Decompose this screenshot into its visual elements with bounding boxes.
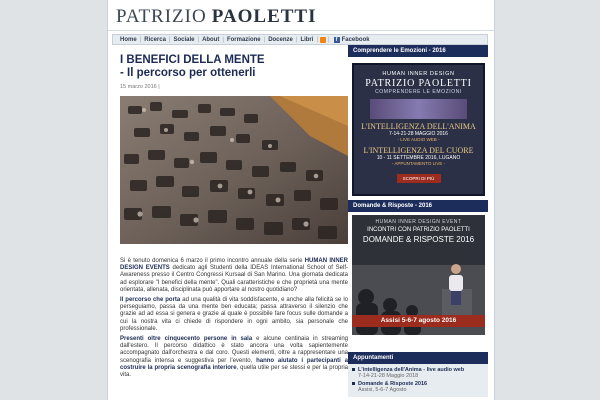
nav-home[interactable]: Home [120,36,137,43]
sidebar-heading-emozioni: Comprendere le Emozioni - 2016 [348,45,488,57]
sidebar [348,45,488,393]
bullet-icon [352,382,355,385]
facebook-icon[interactable]: f [334,37,340,43]
nav-ricerca[interactable]: Ricerca [144,36,166,43]
sidebar-heading-appuntamenti: Appuntamenti [348,352,488,364]
nav-sociale[interactable]: Sociale [173,36,195,43]
ad-comprendere-emozioni[interactable]: HUMAN INNER DESIGN PATRIZIO PAOLETTI COMPRENDERE LE EMOZIONI L'INTELLIGENZA DELL'ANIMA 7-14-21-28 MAGGIO 2016 - LIVE AUDIO WEB - L'INTELLIGENZA DEL CUORE 10 - 11 SETTEMBRE 2016, LUGANO - APPUNTAMENTO LIVE - SCOPRI DI PIÙ [352,63,485,196]
nav-formazione[interactable]: Formazione [226,36,261,43]
post-title-line1: I BENEFICI DELLA MENTE [120,54,265,66]
appointments-list: L'intelligenza dell'Anima - live audio web 7-14-21-28 Maggio 2018 Domande & Risposte 2016 Assisi, 5-6-7 Agosto [348,364,488,397]
sidebar-heading-domande: Domande & Risposte - 2016 [348,200,488,212]
bullet-icon [352,368,355,371]
post-header [120,54,350,90]
rss-icon[interactable] [320,37,326,43]
ad-domande-risposte[interactable]: HUMAN INNER DESIGN EVENT INCONTRI CON PATRIZIO PAOLETTI DOMANDE & RISPOSTE 2016 Assisi 5-6-7 agosto 2016 [352,215,485,335]
post-photo [120,96,348,244]
appointments-box [348,352,488,397]
ad-banner-gradient [370,99,467,119]
logo-first-name: PATRIZIO [116,6,207,27]
post-title[interactable] [120,54,350,80]
post-body [120,258,348,382]
post-paragraph-2: Il percorso che porta ad una qualità di vita soddisfacente, e anche alla felicità se lo perseguiamo, passa da una mente ben educata; passa attraverso il silenzio che grazie ad ad essa si genera e grazie al quale è possibile fare focus sulle domande a cui la nostra vita ci chiede di rispondere in ogni ambito, sia personale che professionale. [120,297,348,332]
nav-facebook[interactable]: Facebook [341,36,370,43]
post-date: 15 marzo 2016 | [120,84,160,90]
nav-libri[interactable]: Libri [300,36,314,43]
site-logo[interactable] [116,6,316,28]
header-divider [108,30,494,31]
nav-about[interactable]: About [202,36,220,43]
logo-last-name: PAOLETTI [211,6,317,27]
main-nav: Home | Ricerca | Sociale | About | Formazione | Docenze | Libri | | f Facebook [112,34,488,45]
post-paragraph-3: Presenti oltre cinquecento persone in sala e alcune centinaia in streaming dall'estero. Il percorso didattico è stato ancora una volta sapientemente accompagnato dall'orchestra e dal coro. Questi elementi, oltre a rappresentare una scenografia intensa e suggestiva per l'evento, hanno aiutato i partecipanti a costruire la propria scenografia interiore, quella utile per se stessi e per la propria vita. [120,336,348,379]
appointment-item[interactable]: L'intelligenza dell'Anima - live audio web [352,367,484,373]
appointment-item[interactable]: Domande & Risposte 2016 [352,381,484,387]
post-paragraph-1: Si è tenuto domenica 6 marzo il primo incontro annuale della serie HUMAN INNER DESIGN EVENTS dedicato agli Studenti della IDEAS International School of Self-Awareness presso il Centro Congressi Kursaal di San Marino. Una giornata dedicata ad esplorare "I benefici della mente". Quali caratteristiche e che proprietà una mente orientata, allenata, disciplinata può apportare al nostro quotidiano? [120,258,348,293]
post-title-line2: - Il percorso per ottenerli [120,67,256,79]
nav-docenze[interactable]: Docenze [268,36,293,43]
ad-date-banner: Assisi 5-6-7 agosto 2016 [352,315,485,327]
ad-cta-button[interactable]: SCOPRI DI PIÙ [397,174,441,183]
crowd-meditation-image [120,96,348,244]
